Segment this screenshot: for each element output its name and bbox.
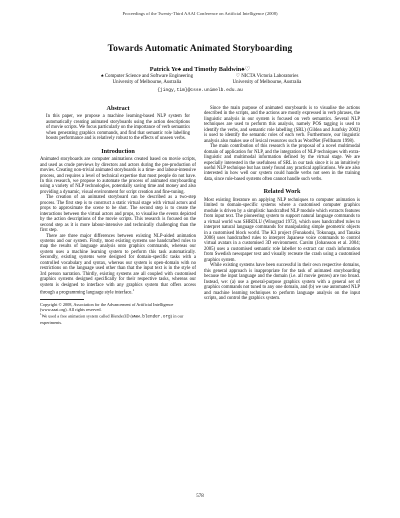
intro-paragraph-3-text: There are three major differences between existing NLP-aided animation systems and our system. Firstly, most existing systems use handcrafted rules to map the results of language analysis onto graphics commands, whereas our system uses a machine learning system to perform this task automatically. Secondly, existing systems were designed for domain-specific tasks with a controlled vocabulary and syntax, whereas our system is open-domain with no restrictions on the language used other than that the input text is in the style of 3rd person narration. Thirdly, existing systems are all coupled with customised graphics systems designed specifically for their respective tasks, whereas our system is designed to interface with any graphics system that offers access through a programming language style interface. (40, 233, 196, 296)
affiliation-right-univ: University of Melbourne, Australia (232, 80, 302, 85)
intro-heading: Introduction (101, 147, 135, 155)
affiliation-left (88, 74, 206, 86)
footnote-rule (40, 299, 84, 300)
proceedings-header: Proceedings of the Twenty-Third AAAI Conference on Artificial Intelligence (2008) (122, 11, 278, 16)
blender-url[interactable]: www.blender.org (131, 314, 171, 320)
affiliation-right (208, 74, 326, 86)
author-emails: {jingy,tim}@csse.unimelb.edu.au (157, 88, 243, 93)
intro-paragraph-3 (40, 234, 196, 297)
footnote-1-post: ) in our experiments. (40, 313, 184, 325)
abstract-section (40, 106, 196, 142)
related-work-heading: Related Work (263, 188, 301, 196)
right-paragraph-1: Since the main purpose of animated storyboards is to visualise the actions described in the scripts, and the actions are mostly expressed in verb phrases, the linguistic analysis in our system is focused on verb semantics. Several NLP techniques are used to perform this analysis, namely POS tagging is used to identify the verbs, and semantic role labelling (SRL) (Gildea and Jurafsky 2002) is used to identify the semantic roles of each verb. Furthermore, our linguistic analysis also makes use of lexical resources such as WordNet (Fellbaum 1998). (204, 106, 360, 144)
right-paragraph-2: The main contribution of this research is the proposal of a novel multimodal domain of application for NLP, and the integration of NLP techniques with extra-linguistic and multimodal information defined by the virtual stage. We are especially interested in the usefulness of SRL in our task since it is an intuitively useful NLP technique but has rarely found any practical applications. We are also interested in how well our system could handle verbs not seen in the training data, since rule-based systems often cannot handle such verbs. (204, 144, 360, 182)
related-paragraph-1: Most existing literature on applying NLP techniques to computer animation is limited to domain-specific systems where a customised computer graphics module is driven by a simplistic handcrafted NLP module which extracts features from input text. The pioneering system to support natural language commands to a virtual world was SHRDLU (Winograd 1972), which uses handcrafted rules to interpret natural language commands for manipulating simple geometric objects in a customised block world. The K3 project (Funakoshi, Tokunaga, and Tanaka 2006) uses handcrafted rules to interpret Japanese voice commands to control virtual avatars in a customised 3D environment. Carsim (Johansson et al. 2004; 2005) uses a customised semantic role labeller to extract car crash information from Swedish newspaper text and visually recreate the crash using a customised graphics system. (204, 197, 360, 263)
intro-paragraph-1: Animated storyboards are computer animations created based on movie scripts, and used as crude previews by directors and actors during the pre-production of movies. Creating non-trivial animated storyboards is a time- and labour-intensive process, and requires a level of technical expertise that most people do not have. In this research, we propose to automate the process of animated storyboarding using a variety of NLP technologies, potentially saving time and money and also providing a dynamic, visual environment for script creation and fine-tuning. (40, 157, 196, 195)
footnote-1 (40, 312, 196, 324)
footnote-1-pre: We used a free animation system called Blender3D ( (41, 313, 132, 319)
affiliation-left-univ: University of Melbourne, Australia (112, 80, 182, 85)
page-number: 578 (196, 494, 204, 499)
left-column (40, 106, 196, 325)
abstract-heading: Abstract (106, 105, 130, 112)
paper-title: Towards Automatic Animated Storyboarding (107, 44, 293, 54)
footnote-1-marker: 1 (40, 312, 42, 317)
abstract-text: In this paper, we propose a machine learning-based NLP system for automatically creating animated storyboards using the action descriptions of movie scripts. We focus particularly on the importance of verb semantics when generating graphics commands, and find that semantic role labelling boosts performance and is relatively robust to the effects of unseen verbs. (46, 114, 190, 142)
intro-paragraph-2: The creation of an animated storyboard can be described as a two-step process. The first step is to construct a static virtual stage with virtual actors and props to approximate the scene to be shot. The second step is to create the interactions between the virtual actors and props, to visualise the events depicted by the action descriptions of the movie scripts. This research is focused on the second step as it is more labour-intensive and technically challenging than the first step. (40, 195, 196, 234)
related-paragraph-2: While existing systems have been successful in their own respective domains, this general approach is inappropriate for the task of animated storyboarding because the input language and the domain (i.e. all movie genres) are too broad. Instead, we: (a) use a general-purpose graphics system with a general set of graphics commands not tuned to any one domain, and (b) we use automated NLP and machine learning techniques to perform language analysis on the input scripts, and control the graphics system. (204, 263, 360, 301)
author-line: Patrick Ye♠ and Timothy Baldwin♠♡ (149, 66, 251, 73)
affiliation-right-lab: ♡ NICTA Victoria Laboratories (235, 74, 299, 79)
right-column (204, 106, 360, 301)
footnote-marker-1: 1 (132, 288, 135, 293)
affiliation-left-dept: ♠ Computer Science and Software Engineering (100, 74, 194, 79)
copyright-note: Copyright © 2008, Association for the Advancement of Artificial Intelligence (www.aaai.org). All rights reserved. (40, 302, 174, 313)
